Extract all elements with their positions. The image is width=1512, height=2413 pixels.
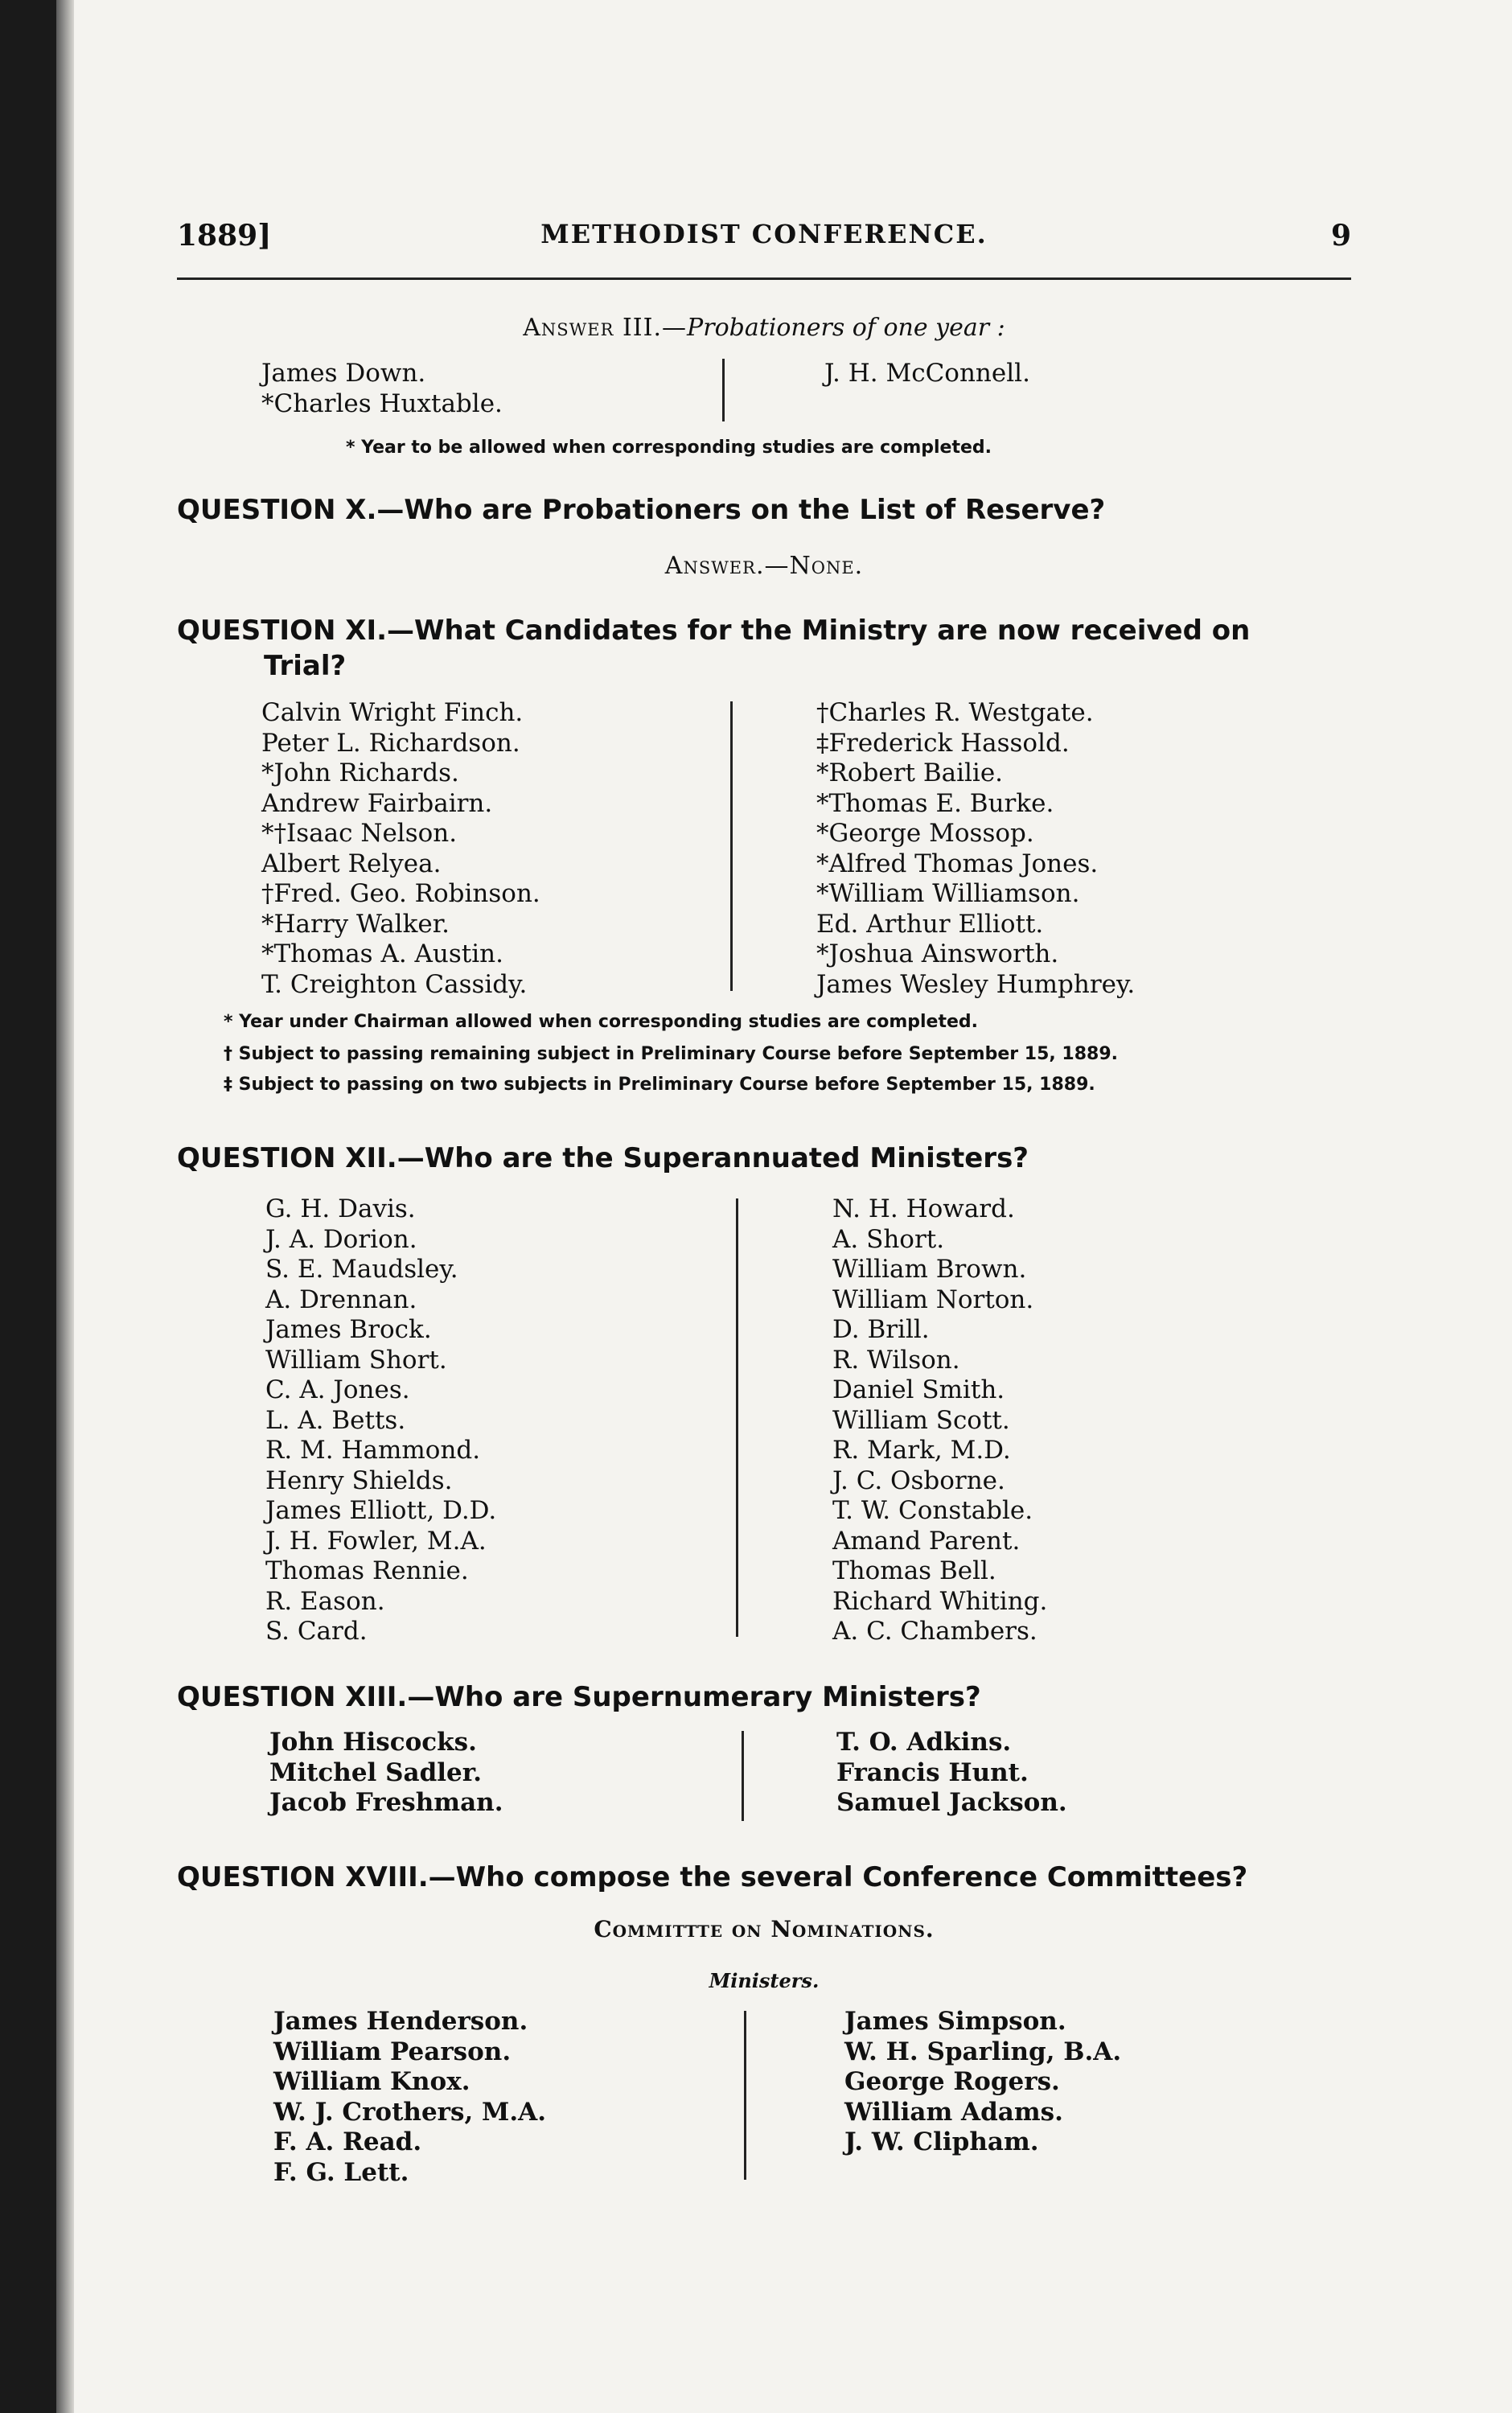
list-item: J. C. Osborne. [832, 1465, 1005, 1495]
list-item: *Joshua Ainsworth. [816, 939, 1059, 968]
list-item: J. H. McConnell. [824, 359, 1030, 388]
list-item: *William Williamson. [816, 879, 1080, 908]
q13-right-column [836, 1728, 1067, 1819]
list-item: James Simpson. [844, 2007, 1066, 2036]
column-divider [722, 359, 725, 421]
list-item: N. H. Howard. [832, 1194, 1015, 1223]
list-item: *Harry Walker. [261, 909, 450, 939]
header-year: 1889] [177, 219, 272, 253]
list-item: Peter L. Richardson. [261, 728, 520, 758]
list-item: T. O. Adkins. [836, 1728, 1012, 1757]
scanned-page [56, 0, 1512, 2413]
list-item: ‡Frederick Hassold. [816, 728, 1070, 758]
q11-footnote: * Year under Chairman allowed when corresponding studies are completed. [224, 1012, 979, 1032]
header-page-number: 9 [1330, 219, 1351, 253]
list-item: S. Card. [265, 1617, 368, 1646]
column-divider [730, 701, 733, 991]
list-item: T. W. Constable. [832, 1496, 1033, 1525]
list-item: R. Mark, M.D. [832, 1436, 1011, 1465]
list-item: William Brown. [832, 1255, 1027, 1284]
list-item: *Thomas A. Austin. [261, 939, 503, 968]
list-item: W. J. Crothers, M.A. [273, 2097, 547, 2127]
list-item: Jacob Freshman. [269, 1788, 503, 1817]
page-edge-shadow [56, 0, 74, 2413]
list-item: Daniel Smith. [832, 1375, 1005, 1404]
q13-heading: QUESTION XIII.—Who are Supernumerary Ministers? [177, 1681, 981, 1713]
header-title: METHODIST CONFERENCE. [540, 219, 988, 249]
list-item: F. G. Lett. [273, 2157, 409, 2187]
list-item: John Hiscocks. [269, 1728, 477, 1757]
q10-answer: Answer.—None. [664, 552, 864, 580]
list-item: A. Drennan. [265, 1285, 417, 1314]
answer3-heading [177, 314, 1351, 342]
list-item: T. Creighton Cassidy. [261, 969, 528, 999]
list-item: Ed. Arthur Elliott. [816, 909, 1044, 939]
list-item: James Wesley Humphrey. [816, 969, 1136, 999]
list-item: Francis Hunt. [836, 1757, 1029, 1787]
list-item: James Elliott, D.D. [265, 1496, 497, 1525]
list-item: *Alfred Thomas Jones. [816, 849, 1099, 878]
list-item: Thomas Rennie. [265, 1556, 469, 1585]
answer3-right-column [824, 359, 1030, 389]
list-item: Thomas Bell. [832, 1556, 996, 1585]
list-item: William Scott. [832, 1405, 1010, 1435]
q18-committee-title: Committte on Nominations. [594, 1916, 935, 1942]
list-item: R. Eason. [265, 1586, 385, 1616]
list-item: James Down. [261, 359, 426, 388]
list-item: †Fred. Geo. Robinson. [261, 879, 540, 908]
list-item: D. Brill. [832, 1315, 930, 1344]
list-item: Calvin Wright Finch. [261, 698, 524, 727]
list-item: William Pearson. [273, 2037, 512, 2066]
list-item: William Short. [265, 1345, 447, 1375]
q12-right-column [832, 1194, 1047, 1647]
list-item: S. E. Maudsley. [265, 1255, 458, 1284]
list-item: Mitchel Sadler. [269, 1757, 483, 1787]
list-item: C. A. Jones. [265, 1375, 410, 1404]
list-item: Henry Shields. [265, 1465, 453, 1495]
running-head [177, 219, 1351, 259]
list-item: G. H. Davis. [265, 1194, 416, 1223]
list-item: *George Mossop. [816, 819, 1034, 848]
list-item: Andrew Fairbairn. [261, 788, 493, 818]
q18-right-column [844, 2007, 1121, 2158]
list-item: James Henderson. [273, 2007, 528, 2036]
header-rule [177, 277, 1351, 280]
list-item: J. H. Fowler, M.A. [265, 1526, 487, 1556]
list-item: A. Short. [832, 1224, 945, 1254]
list-item: Albert Relyea. [261, 849, 442, 878]
q18-left-column [273, 2007, 546, 2188]
q12-left-column [265, 1194, 496, 1647]
list-item: J. W. Clipham. [844, 2127, 1039, 2156]
list-item: *Thomas E. Burke. [816, 788, 1054, 818]
q11-right-column [816, 698, 1135, 1000]
q18-subhead: Ministers. [709, 1969, 820, 1992]
answer3-label-italic: Probationers of one year : [687, 314, 1005, 342]
list-item: William Norton. [832, 1285, 1034, 1314]
q11-heading-line1: QUESTION XI.—What Candidates for the Ministry are now received on [177, 615, 1251, 647]
list-item: Richard Whiting. [832, 1586, 1048, 1616]
q11-footnote: ‡ Subject to passing on two subjects in Preliminary Course before September 15, 1889. [224, 1075, 1095, 1095]
list-item: George Rogers. [844, 2067, 1060, 2096]
q12-heading: QUESTION XII.—Who are the Superannuated Ministers? [177, 1142, 1029, 1174]
list-item: Amand Parent. [832, 1526, 1021, 1556]
list-item: *Robert Bailie. [816, 758, 1004, 787]
answer3-footnote: * Year to be allowed when corresponding studies are completed. [346, 438, 992, 458]
q18-heading: QUESTION XVIII.—Who compose the several Conference Committees? [177, 1861, 1248, 1893]
list-item: William Knox. [273, 2067, 470, 2096]
q10-heading: QUESTION X.—Who are Probationers on the List of Reserve? [177, 494, 1106, 526]
list-item: William Adams. [844, 2097, 1063, 2127]
column-divider [736, 1198, 738, 1637]
list-item: F. A. Read. [273, 2127, 422, 2156]
q11-heading [177, 613, 1359, 684]
q11-heading-line2: Trial? [264, 650, 347, 682]
list-item: R. Wilson. [832, 1345, 960, 1375]
list-item: R. M. Hammond. [265, 1436, 481, 1465]
column-divider [744, 2011, 746, 2180]
list-item: †Charles R. Westgate. [816, 698, 1094, 727]
list-item: *†Isaac Nelson. [261, 819, 458, 848]
q11-left-column [261, 698, 540, 1000]
answer3-label: Answer III.— [523, 314, 688, 342]
list-item: James Brock. [265, 1315, 432, 1344]
list-item: W. H. Sparling, B.A. [844, 2037, 1122, 2066]
q11-footnote: † Subject to passing remaining subject in Preliminary Course before September 15, 1889. [224, 1044, 1118, 1064]
list-item: *Charles Huxtable. [261, 388, 503, 418]
column-divider [742, 1731, 744, 1821]
q13-left-column [269, 1728, 503, 1819]
list-item: L. A. Betts. [265, 1405, 406, 1435]
list-item: Samuel Jackson. [836, 1788, 1067, 1817]
answer3-left-column [261, 359, 503, 419]
list-item: *John Richards. [261, 758, 459, 787]
list-item: J. A. Dorion. [265, 1224, 417, 1254]
list-item: A. C. Chambers. [832, 1617, 1037, 1646]
